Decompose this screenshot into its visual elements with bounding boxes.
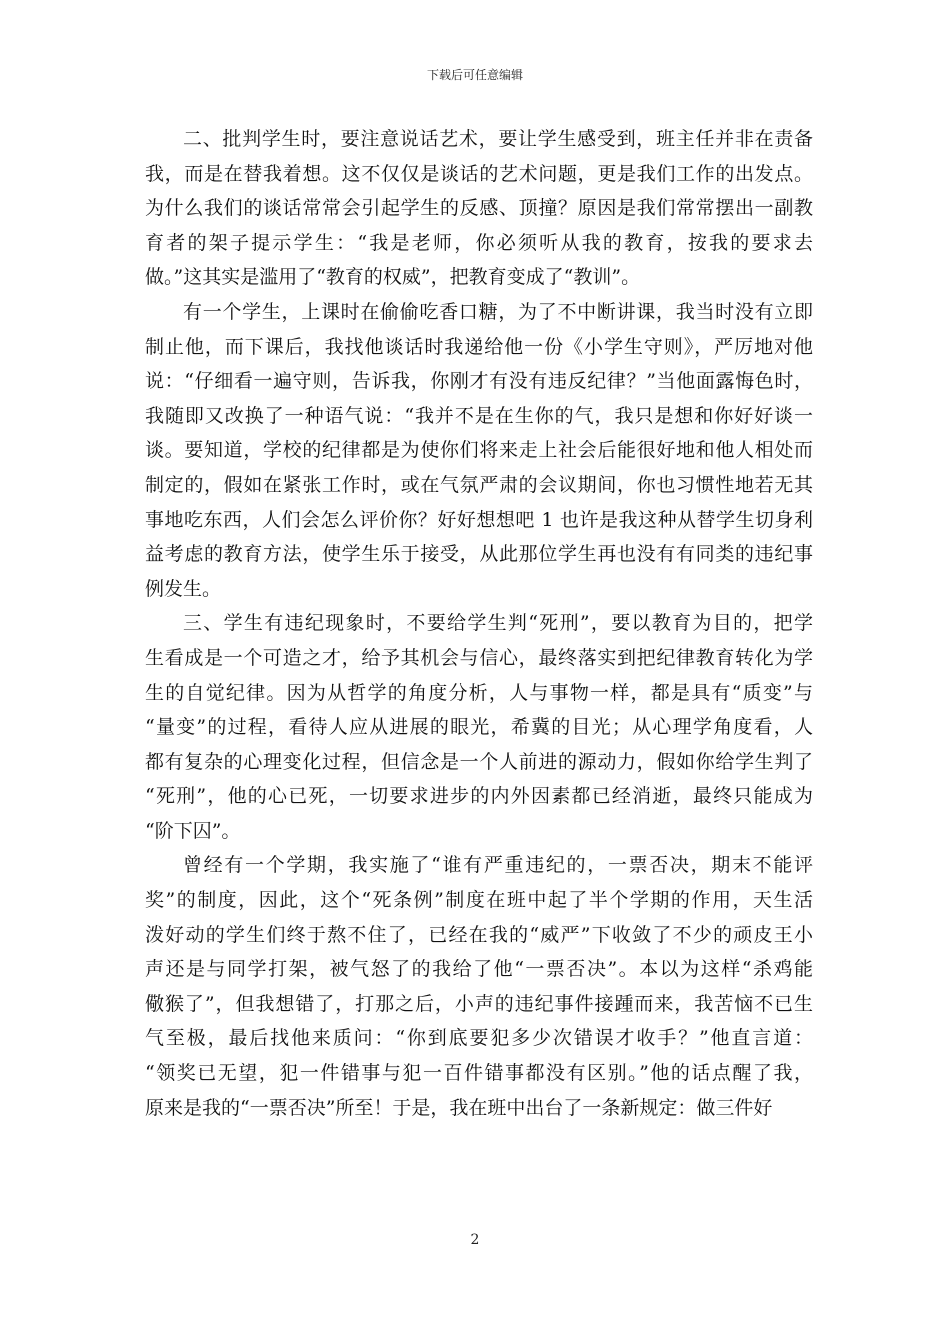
- paragraph-line: 做。”这其实是滥用了“教育的权威”，把教育变成了“教训”。: [145, 266, 641, 289]
- paragraph-line: 制止他，而下课后，我找他谈话时我递给他一份《小学生守则》，严厉地对他: [145, 335, 813, 358]
- paragraph-line: 泼好动的学生们终于熬不住了，已经在我的“威严”下收敛了不少的顽皮王小: [145, 923, 813, 946]
- paragraph-line: 有一个学生，上课时在偷偷吃香口糖，为了不中断讲课，我当时没有立即: [183, 300, 813, 323]
- paragraph-line: 谈。要知道，学校的纪律都是为使你们将来走上社会后能很好地和他人相处而: [145, 439, 813, 462]
- paragraph-line: 益考虑的教育方法，使学生乐于接受，从此那位学生再也没有有同类的违纪事: [145, 543, 813, 566]
- paragraph-line: 原来是我的“一票否决”所至！于是，我在班中出台了一条新规定：做三件好: [145, 1096, 773, 1119]
- paragraph-line: 气至极，最后找他来质问：“你到底要犯多少次错误才收手？”他直言道：: [145, 1027, 813, 1050]
- paragraph-line: 事地吃东西，人们会怎么评价你？好好想想吧 1 也许是我这种从替学生切身利: [145, 508, 813, 531]
- paragraph-line: 生看成是一个可造之才，给予其机会与信心，最终落实到把纪律教育转化为学: [145, 646, 813, 669]
- paragraph-line: “死刑”，他的心已死，一切要求进步的内外因素都已经消逝，最终只能成为: [145, 785, 813, 808]
- paragraph-line: 奖”的制度，因此，这个“死条例”制度在班中起了半个学期的作用，天生活: [145, 889, 813, 912]
- paragraph-line: 生的自觉纪律。因为从哲学的角度分析，人与事物一样，都是具有“质变”与: [145, 681, 813, 704]
- paragraph-line: 二、批判学生时，要注意说话艺术，要让学生感受到，班主任并非在责备: [183, 128, 813, 150]
- paragraph-line: 我随即又改换了一种语气说：“我并不是在生你的气，我只是想和你好好谈一: [145, 404, 813, 427]
- paragraph-line: 儆猴了”，但我想错了，打那之后，小声的违纪事件接踵而来，我苦恼不已生: [145, 992, 813, 1015]
- paragraph-line: 声还是与同学打架，被气怒了的我给了他“一票否决”。本以为这样“杀鸡能: [145, 958, 813, 981]
- paragraph-line: 我，而是在替我着想。这不仅仅是谈话的艺术问题，更是我们工作的出发点。: [145, 162, 813, 185]
- page-number: 2: [470, 1232, 480, 1248]
- paragraph-line: 为什么我们的谈话常常会引起学生的反感、顶撞？原因是我们常常摆出一副教: [145, 197, 813, 220]
- paragraph-line: 例发生。: [145, 577, 222, 600]
- paragraph-line: “阶下囚”。: [145, 819, 241, 842]
- document-body: [145, 122, 813, 1125]
- paragraph-line: 三、学生有违纪现象时，不要给学生判“死刑”，要以教育为目的，把学: [183, 612, 813, 635]
- paragraph-line: 育者的架子提示学生：“我是老师，你必须听从我的教育，按我的要求去: [145, 231, 813, 254]
- paragraph-line: “领奖已无望，犯一件错事与犯一百件错事都没有区别。”他的话点醒了我，: [145, 1062, 813, 1085]
- paragraph-line: 曾经有一个学期，我实施了“谁有严重违纪的，一票否决，期末不能评: [183, 854, 813, 877]
- paragraph-line: 都有复杂的心理变化过程，但信念是一个人前进的源动力，假如你给学生判了: [145, 750, 813, 773]
- paragraph-line: “量变”的过程，看待人应从进展的眼光，希冀的目光；从心理学角度看，人: [145, 716, 813, 739]
- paragraph-line: 说：“仔细看一遍守则，告诉我，你刚才有没有违反纪律？”当他面露悔色时，: [145, 370, 813, 393]
- page-header: 下载后可任意编辑: [426, 68, 523, 82]
- paragraph-line: 制定的，假如在紧张工作时，或在气氛严肃的会议期间，你也习惯性地若无其: [145, 473, 813, 496]
